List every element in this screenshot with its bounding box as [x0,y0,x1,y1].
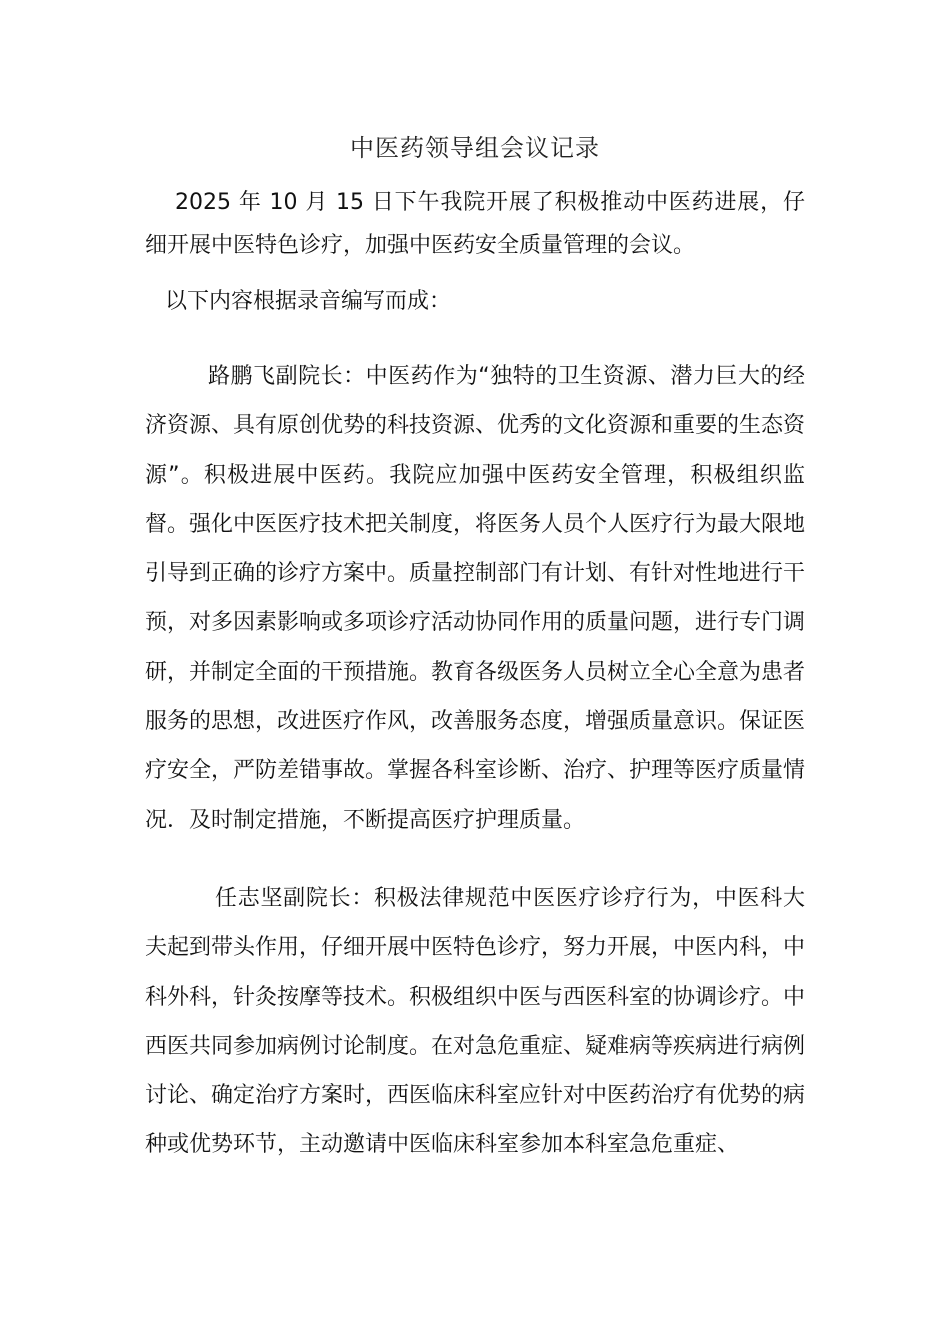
document-title: 中医药领导组会议记录 [350,134,600,162]
source-note: 以下内容根据录音编写而成： [165,289,452,314]
speech-paragraph-lu-pengfei: 路鹏飞副院长：中医药作为“独特的卫生资源、潜力巨大的经济资源、具有原创优势的科技资源、优秀的文化资源和重要的生态资源”。积极进展中医药。我院应加强中医药安全管理，积极组织监督。强化中医医疗技术把关制度，将医务人员个人医疗行为最大限地引导到正确的诊疗方案中。质量控制部门有计划、有针对性地进行干预，对多因素影响或多项诊疗活动协同作用的质量问题，进行专门调研，并制定全面的干预措施。教育各级医务人员树立全心全意为患者服务的思想，改进医疗作风，改善服务态度，增强质量意识。保证医疗安全，严防差错事故。掌握各科室诊断、治疗、护理等医疗质量情况．及时制定措施，不断提高医疗护理质量。 [145,364,806,833]
speech-paragraph-ren-zhijian: 任志坚副院长：积极法律规范中医医疗诊疗行为，中医科大夫起到带头作用，仔细开展中医特色诊疗，努力开展，中医内科，中科外科，针灸按摩等技术。积极组织中医与西医科室的协调诊疗。中西医共同参加病例讨论制度。在对急危重症、疑难病等疾病进行病例讨论、确定治疗方案时，西医临床科室应针对中医药治疗有优势的病种或优势环节，主动邀请中医临床科室参加本科室急危重症、 [145,886,806,1158]
intro-paragraph: 2025 年 10 月 15 日下午我院开展了积极推动中医药进展，仔细开展中医特色诊疗，加强中医药安全质量管理的会议。 [145,190,805,258]
